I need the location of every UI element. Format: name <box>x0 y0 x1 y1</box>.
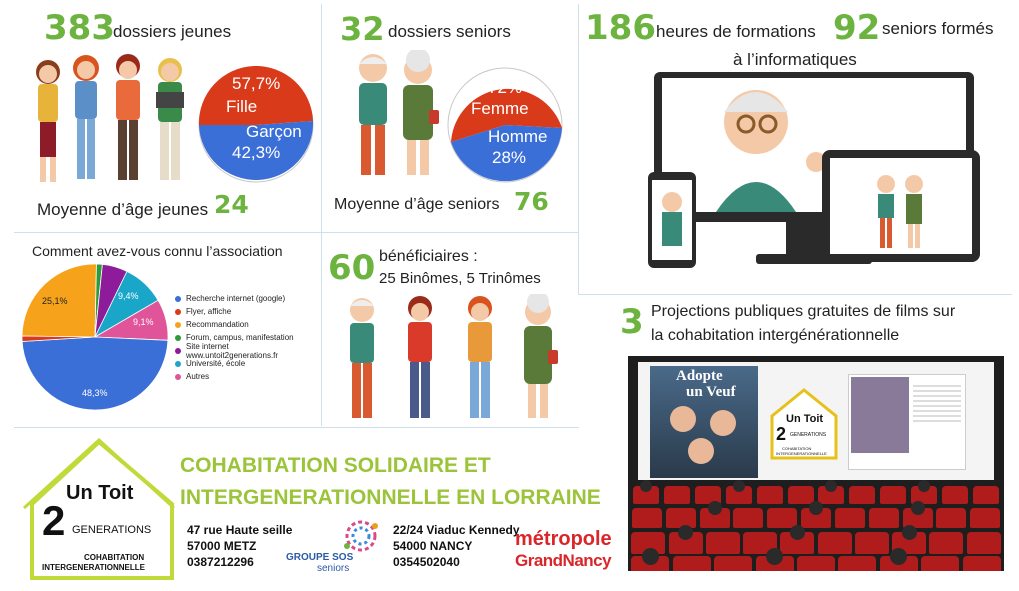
svg-text:INTERGENERATIONNELLE: INTERGENERATIONNELLE <box>776 451 827 456</box>
audience-head <box>708 501 722 515</box>
legend-swatch <box>175 335 181 341</box>
seniors-avg-age: 76 <box>514 187 549 216</box>
footer-headline-1: COHABITATION SOLIDAIRE ET <box>180 454 491 477</box>
cinema-seat <box>880 486 906 504</box>
youth-avg-age: 24 <box>214 190 249 219</box>
groupe-sos-sub: seniors <box>317 563 350 574</box>
legend-item <box>175 318 320 331</box>
flyer-text-block <box>913 385 961 425</box>
poster-title-2: un Veuf <box>686 384 736 400</box>
groupe-sos-logo-mark <box>335 516 387 556</box>
source-chart-title: Comment avez-vous connu l’association <box>32 243 283 259</box>
poster-face <box>670 406 696 432</box>
projections-count: 3 <box>620 302 644 342</box>
legend-item <box>175 341 320 360</box>
pie-slice <box>22 337 168 410</box>
divider-h2 <box>578 294 1012 295</box>
svg-text:GENERATIONS: GENERATIONS <box>790 432 827 438</box>
cinema-seat <box>666 508 696 528</box>
cinema-seat <box>921 556 959 571</box>
event-flyer <box>848 374 966 470</box>
youth-female-pct: 57,7% <box>232 74 281 93</box>
pie-label-48: 48,3% <box>82 388 108 398</box>
training-hours-label-1: heures de formations <box>656 22 816 41</box>
audience-head <box>733 480 745 492</box>
svg-text:COHABITATION: COHABITATION <box>782 446 812 451</box>
metz-phone: 0387212296 <box>187 555 254 569</box>
cinema-seat <box>942 486 968 504</box>
svg-text:Un Toit: Un Toit <box>786 413 824 425</box>
youth-label: dossiers jeunes <box>113 22 232 41</box>
cinema-seat <box>963 556 1001 571</box>
cinema-seat <box>818 532 852 554</box>
divider-h1 <box>14 232 579 233</box>
projections-label-1: Projections publiques gratuites de films sur <box>651 303 956 320</box>
beneficiaries-detail: 25 Binômes, 5 Trinômes <box>379 270 541 287</box>
cinema-seat <box>706 532 740 554</box>
audience-head <box>678 525 693 540</box>
cinema-seat <box>632 508 662 528</box>
metropole-logo-line-1: métropole <box>515 528 612 550</box>
logo-line-2: GENERATIONS <box>72 524 152 536</box>
metz-city: 57000 METZ <box>187 539 257 553</box>
legend-swatch <box>175 309 181 315</box>
footer-headline-2: INTERGENERATIONNELLE EN LORRAINE <box>180 486 601 509</box>
cinema-seat <box>767 508 797 528</box>
logo-line-3: COHABITATION <box>84 553 145 562</box>
nancy-city: 54000 NANCY <box>393 539 473 553</box>
metz-address: 47 rue Haute seille <box>187 523 293 537</box>
cinema-seat <box>673 556 711 571</box>
screen-logo <box>766 384 842 462</box>
poster-face <box>688 438 714 464</box>
legend-swatch <box>175 374 181 380</box>
svg-text:2: 2 <box>776 424 787 444</box>
seniors-label: dossiers seniors <box>388 22 511 41</box>
cinema-seat <box>936 508 966 528</box>
audience-head <box>809 501 823 515</box>
legend-label: Flyer, affiche <box>186 307 232 316</box>
pie-label-9-4: 9,4% <box>118 291 139 301</box>
audience-head <box>640 480 652 492</box>
source-chart-legend <box>175 292 320 383</box>
cinema-seat <box>797 556 835 571</box>
cinema-seat <box>714 556 752 571</box>
beneficiaries-illustration <box>340 294 565 422</box>
metz-address-block <box>187 522 292 570</box>
legend-label: Recherche internet (google) <box>186 294 286 303</box>
poster-face <box>710 410 736 436</box>
divider-v2 <box>578 4 579 294</box>
legend-item <box>175 292 320 305</box>
cinema-seat <box>970 508 1000 528</box>
legend-label: Forum, campus, manifestation <box>186 333 294 342</box>
audience-head <box>642 548 659 565</box>
cinema-seat <box>967 532 1001 554</box>
flyer-photo <box>851 377 909 453</box>
projections-label-2: la cohabitation intergénérationnelle <box>651 327 900 344</box>
legend-label: Site internet www.untoit2generations.fr <box>186 341 279 360</box>
movie-poster <box>650 366 758 478</box>
logo-line-4: INTERGENERATIONNELLE <box>42 563 145 572</box>
seniors-avg-age-label: Moyenne d’âge seniors <box>334 196 500 213</box>
metropole-logo-line-2: GrandNancy <box>515 551 612 570</box>
seniors-female-pct: 72% <box>488 78 523 97</box>
audience-head <box>790 525 805 540</box>
legend-item <box>175 370 320 383</box>
seniors-illustration <box>343 50 448 180</box>
seniors-female-label: Femme <box>471 99 529 118</box>
seniors-male-pct: 28% <box>492 148 527 167</box>
legend-swatch <box>175 361 181 367</box>
youth-male-label: Garçon <box>246 122 302 141</box>
training-seniors-trained-label: seniors formés <box>882 19 994 38</box>
divider-v1 <box>321 4 322 426</box>
youth-count: 383 <box>44 8 115 48</box>
cinema-seat <box>788 486 814 504</box>
groupe-sos-name: GROUPE SOS <box>286 552 354 563</box>
cinema-seat <box>835 508 865 528</box>
legend-swatch <box>175 348 181 354</box>
legend-label: Recommandation <box>186 320 249 329</box>
training-seniors-trained: 92 <box>833 8 881 48</box>
devices-illustration <box>646 72 982 282</box>
pie-label-9-1: 9,1% <box>133 317 154 327</box>
beneficiaries-label: bénéficiaires : <box>379 248 478 265</box>
cinema-seat <box>838 556 876 571</box>
youth-male-pct: 42,3% <box>232 143 281 162</box>
training-hours-label-2: à l’informatiques <box>733 50 857 69</box>
cinema-seat <box>973 486 999 504</box>
logo-line-1: Un Toit <box>66 482 134 504</box>
youth-illustration <box>28 52 198 187</box>
cinema-illustration <box>628 356 1004 571</box>
legend-item <box>175 305 320 318</box>
cinema-seat <box>869 508 899 528</box>
legend-label: Université, école <box>186 359 246 368</box>
nancy-address: 22/24 Viaduc Kennedy <box>393 523 520 537</box>
poster-title-1: Adopte <box>676 368 723 384</box>
cinema-seat <box>849 486 875 504</box>
legend-label: Autres <box>186 372 210 381</box>
cinema-seat <box>855 532 889 554</box>
legend-swatch <box>175 296 181 302</box>
youth-avg-age-label: Moyenne d’âge jeunes <box>37 200 209 219</box>
pie-label-25: 25,1% <box>42 296 68 306</box>
audience-head <box>911 501 925 515</box>
cinema-seat <box>664 486 690 504</box>
cinema-seat <box>757 486 783 504</box>
audience-head <box>766 548 783 565</box>
cinema-seat <box>733 508 763 528</box>
audience-head <box>902 525 917 540</box>
nancy-address-block <box>393 522 520 570</box>
audience-head <box>890 548 907 565</box>
nancy-phone: 0354502040 <box>393 555 460 569</box>
beneficiaries-count: 60 <box>328 248 376 288</box>
legend-swatch <box>175 322 181 328</box>
cinema-seat <box>929 532 963 554</box>
seniors-count: 32 <box>340 10 385 48</box>
youth-female-label: Fille <box>226 97 258 116</box>
seniors-male-label: Homme <box>488 127 548 146</box>
training-hours: 186 <box>585 8 656 48</box>
logo-number: 2 <box>42 497 66 544</box>
divider-h3 <box>14 427 579 428</box>
